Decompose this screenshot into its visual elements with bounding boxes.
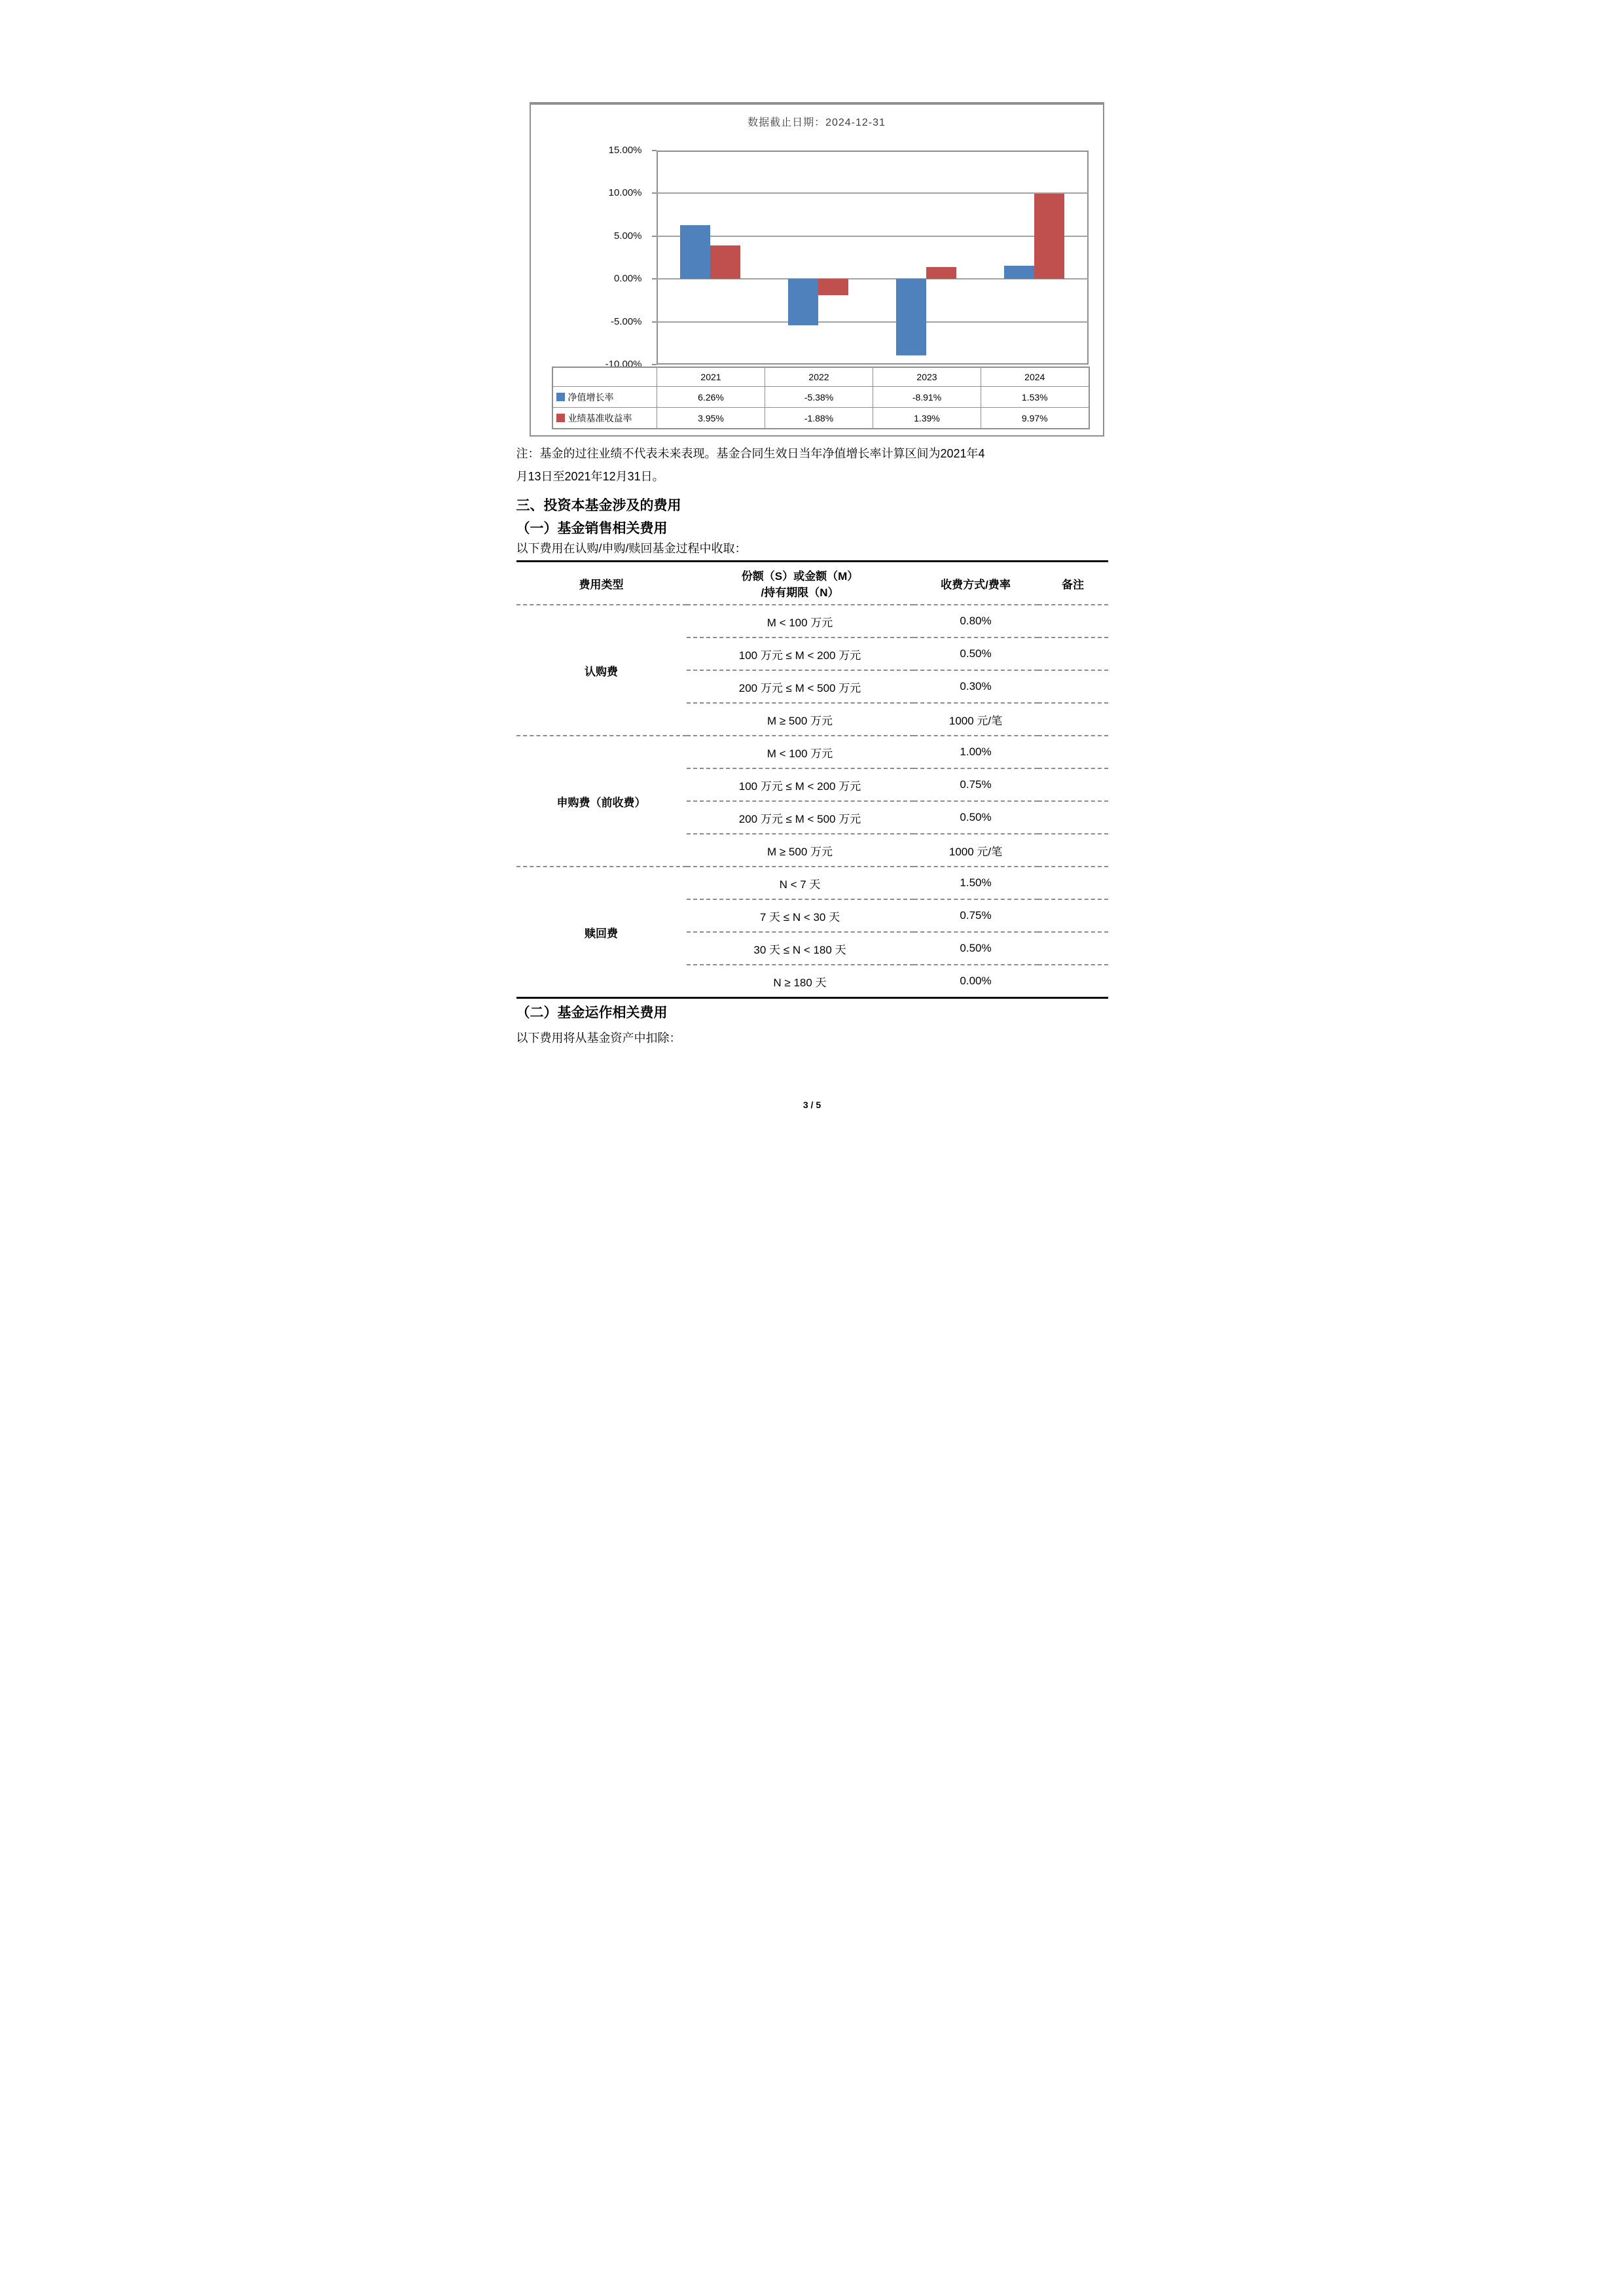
performance-note <box>516 442 1112 488</box>
chart-table-year: 2022 <box>765 367 873 387</box>
fee-range: N ≥ 180 天 <box>687 965 914 998</box>
legend-key-benchmark-icon <box>556 414 565 422</box>
chart-data-table <box>552 367 1090 429</box>
gridline-5.00% <box>657 236 1089 237</box>
y-axis-label: 0.00% <box>613 273 642 284</box>
fee-remark <box>1038 670 1108 703</box>
fee-remark <box>1038 867 1108 899</box>
fee-rate: 0.50% <box>914 801 1038 834</box>
series-value: 1.39% <box>873 408 981 429</box>
y-axis-tick <box>652 192 657 194</box>
performance-note-line1: 注：基金的过往业绩不代表未来表现。基金合同生效日当年净值增长率计算区间为2021年4 <box>516 447 985 460</box>
bar-nav-growth-rate-2021 <box>680 225 710 279</box>
chart-table-corner-cell <box>552 367 657 387</box>
bar-benchmark-return-rate-2024 <box>1034 194 1064 279</box>
bar-benchmark-return-rate-2022 <box>818 279 848 295</box>
chart-title: 数据截止日期：2024-12-31 <box>748 117 886 128</box>
fee-rate: 0.50% <box>914 932 1038 965</box>
gridline--5.00% <box>657 321 1089 323</box>
y-axis-label: -5.00% <box>610 316 642 327</box>
series-value: 6.26% <box>657 387 765 408</box>
fee-remark <box>1038 965 1108 998</box>
fee-row <box>516 736 1108 768</box>
fee-row <box>516 605 1108 637</box>
fee-remark <box>1038 768 1108 801</box>
fee-range: 100 万元 ≤ M < 200 万元 <box>687 768 914 801</box>
page-number: 3 / 5 <box>803 1100 821 1110</box>
fee-remark <box>1038 899 1108 932</box>
chart-table-year: 2024 <box>981 367 1089 387</box>
plot-border-left <box>657 151 658 365</box>
chart-table-year: 2023 <box>873 367 981 387</box>
fee-rate: 0.30% <box>914 670 1038 703</box>
fee-table-header-row <box>516 562 1108 605</box>
fee-remark <box>1038 801 1108 834</box>
fee-table-header-range <box>687 562 914 605</box>
fee-group-purchase: 申购费（前收费） <box>516 736 687 867</box>
series-value: 1.53% <box>981 387 1089 408</box>
fee-rate: 1000 元/笔 <box>914 834 1038 867</box>
fee-table-header-remark: 备注 <box>1038 562 1108 605</box>
fee-range: 100 万元 ≤ M < 200 万元 <box>687 637 914 670</box>
fee-table-header-fee-type: 费用类型 <box>516 562 687 605</box>
fee-table-header-range-line1: 份额（S）或金额（M） <box>741 570 859 583</box>
sales-fee-table <box>516 560 1108 999</box>
performance-chart <box>530 102 1104 437</box>
y-axis-tick <box>652 321 657 323</box>
bar-nav-growth-rate-2023 <box>896 279 926 355</box>
section-heading-fees: 三、投资本基金涉及的费用 <box>516 498 681 513</box>
fee-rate: 1000 元/笔 <box>914 703 1038 736</box>
fee-range: M ≥ 500 万元 <box>687 703 914 736</box>
fee-rate: 0.80% <box>960 615 992 627</box>
bar-nav-growth-rate-2022 <box>788 279 818 325</box>
performance-note-line2: 月13日至2021年12月31日。 <box>516 470 664 483</box>
fee-remark <box>1038 834 1108 867</box>
fee-row <box>516 867 1108 899</box>
fee-rate: 0.75% <box>914 768 1038 801</box>
fee-remark <box>1038 932 1108 965</box>
y-axis-tick <box>652 364 657 365</box>
y-axis-tick <box>652 150 657 151</box>
fee-rate: 0.50% <box>914 637 1038 670</box>
fee-range: M < 100 万元 <box>687 736 914 768</box>
fee-rate: 0.75% <box>914 899 1038 932</box>
plot-border-top <box>657 151 1089 152</box>
fee-range: 200 万元 ≤ M < 500 万元 <box>687 801 914 834</box>
y-axis-label: -10.00% <box>605 359 642 370</box>
fee-rate: 1.00% <box>914 736 1038 768</box>
fee-table-header-range-line2: /持有期限（N） <box>761 586 839 599</box>
legend-key-nav-growth-icon <box>556 393 565 401</box>
chart-plot-area <box>657 151 1089 365</box>
fee-group-redemption: 赎回费 <box>516 867 687 998</box>
fee-range: M < 100 万元 <box>767 616 833 629</box>
legend-cell-nav-growth <box>552 387 657 408</box>
y-axis-tick <box>652 278 657 279</box>
chart-table-year: 2021 <box>657 367 765 387</box>
fee-range: 200 万元 ≤ M < 500 万元 <box>687 670 914 703</box>
chart-table-series-row-nav-growth <box>552 387 1089 408</box>
subsection-heading-sales-fees: （一）基金销售相关费用 <box>516 521 668 536</box>
fee-table-header-rate: 收费方式/费率 <box>914 562 1038 605</box>
gridline-10.00% <box>657 192 1089 194</box>
y-axis-labels <box>531 145 647 370</box>
y-axis-label: 10.00% <box>608 187 642 198</box>
series-name: 业绩基准收益率 <box>568 412 632 423</box>
y-axis-label: 5.00% <box>613 230 642 242</box>
bar-benchmark-return-rate-2023 <box>926 267 956 279</box>
series-value: 3.95% <box>657 408 765 429</box>
operation-fees-intro: 以下费用将从基金资产中扣除： <box>516 1031 681 1045</box>
series-value: 9.97% <box>981 408 1089 429</box>
fee-remark <box>1038 736 1108 768</box>
fee-remark <box>1038 637 1108 670</box>
fee-remark <box>1038 703 1108 736</box>
bar-nav-growth-rate-2024 <box>1004 266 1034 279</box>
series-value: -5.38% <box>765 387 873 408</box>
fee-remark <box>1038 605 1108 637</box>
y-axis-tick <box>652 236 657 237</box>
legend-cell-benchmark <box>552 408 657 429</box>
plot-border-bottom <box>657 363 1089 365</box>
series-name: 净值增长率 <box>568 391 614 403</box>
fee-range: M ≥ 500 万元 <box>687 834 914 867</box>
fee-range: 7 天 ≤ N < 30 天 <box>687 899 914 932</box>
series-value: -1.88% <box>765 408 873 429</box>
document-page <box>406 0 1218 1148</box>
chart-table-year-row <box>552 367 1089 387</box>
bar-benchmark-return-rate-2021 <box>710 245 740 279</box>
series-value: -8.91% <box>873 387 981 408</box>
fee-rate: 0.00% <box>914 965 1038 998</box>
sales-fees-intro: 以下费用在认购/申购/赎回基金过程中收取： <box>516 542 747 555</box>
plot-border-right <box>1087 151 1089 365</box>
fee-group-subscription: 认购费 <box>585 665 618 678</box>
y-axis-label: 15.00% <box>608 145 642 156</box>
fee-range: 30 天 ≤ N < 180 天 <box>687 932 914 965</box>
fee-range: N < 7 天 <box>687 867 914 899</box>
fee-rate: 1.50% <box>914 867 1038 899</box>
subsection-heading-operation-fees: （二）基金运作相关费用 <box>516 1005 668 1020</box>
chart-table-series-row-benchmark <box>552 408 1089 429</box>
